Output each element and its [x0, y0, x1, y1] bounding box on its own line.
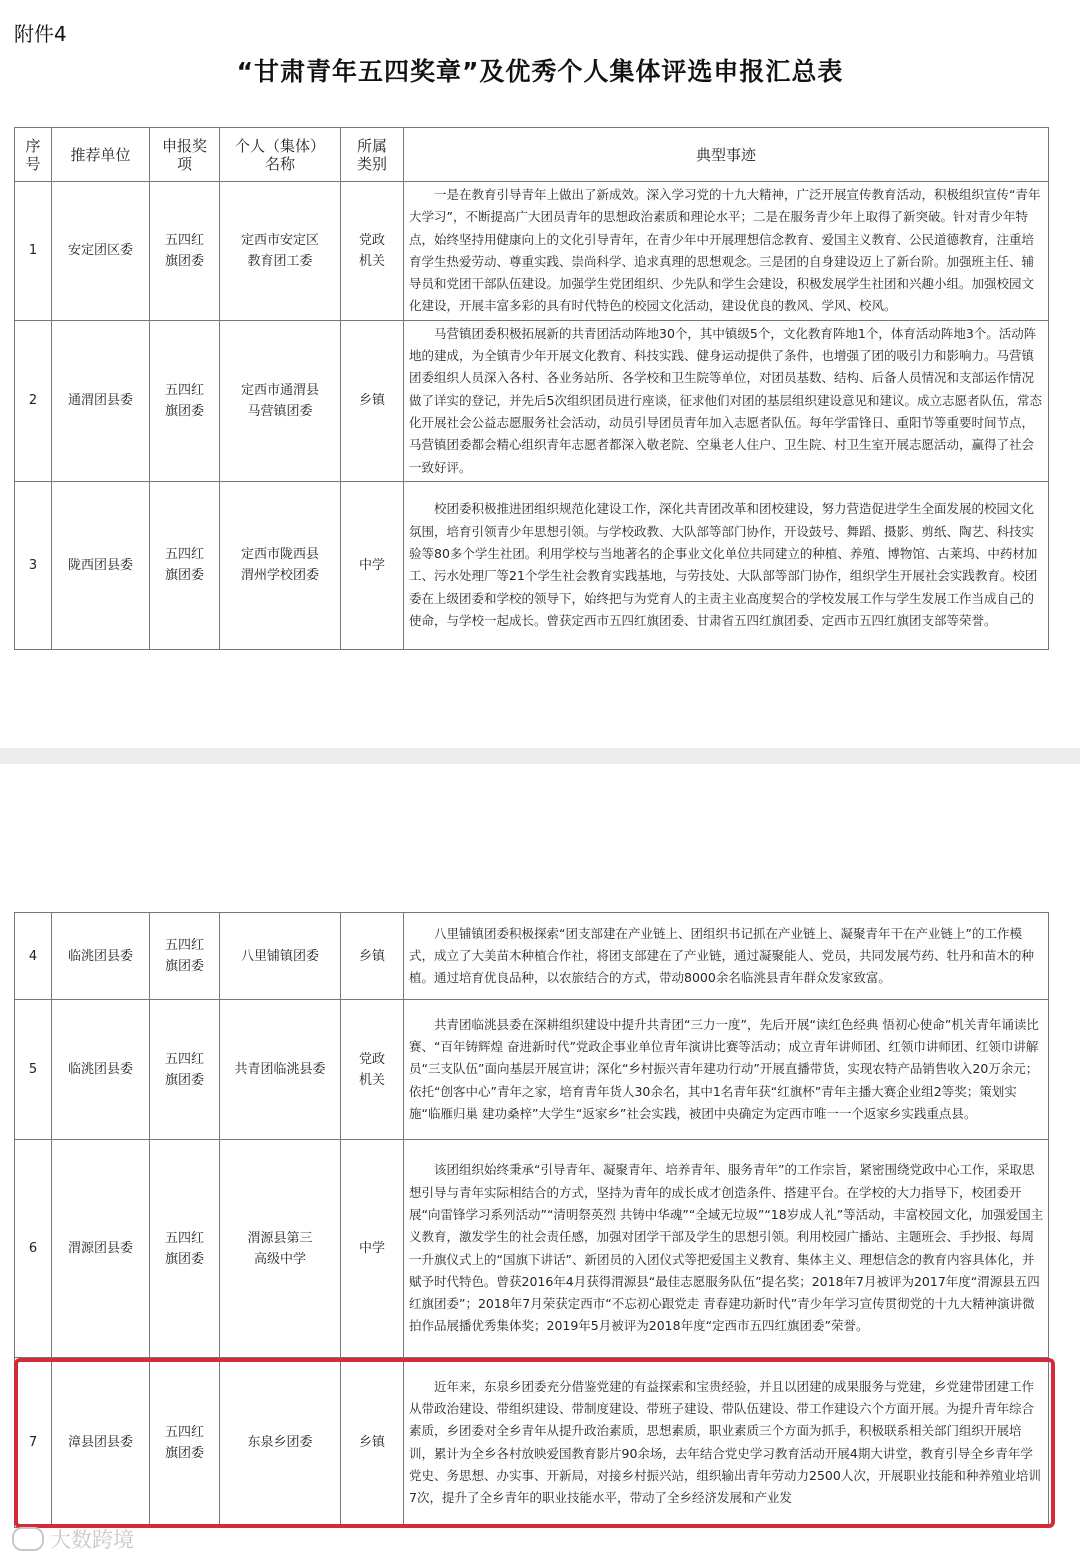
row-award: 五四红旗团委 [150, 182, 220, 321]
highlight-box [14, 1358, 1055, 1528]
header-deeds: 典型事迹 [404, 128, 1049, 182]
table-header-row [15, 128, 1049, 182]
annex-label: 附件4 [14, 22, 67, 46]
row-name: 渭源县第三高级中学 [220, 1140, 341, 1358]
row-deeds: 近年来，东泉乡团委充分借鉴党建的有益探索和宝贵经验，并且以团建的成果服务与党建，乡党建带团建工作从带政治建设、带组织建设、带制度建设、带班子建设、带队伍建设、带工作建设六个方面开展。为提升青年综合素质，乡团委对全乡青年从提升政治素质，思想素质，职业素质三个方面为抓手，积极联系相关部门组织开展培训，累计为全乡各村放映爱国教育影片90余场，去年结合党史学习教育活动开展4期大讲堂，教育引导全乡青年学党史、务思想、办实事、开新局，对接乡村振兴站，组织输出青年劳动力2500人次，开展职业技能和种养殖业培训7次，提升了全乡青年的职业技能水平，带动了全乡经济发展和产业发 [404, 1358, 1049, 1528]
row-category: 乡镇 [341, 1358, 404, 1528]
row-unit: 安定团区委 [52, 182, 150, 321]
watermark-logo-icon [12, 1527, 44, 1551]
table-row [15, 913, 1049, 1000]
row-name: 共青团临洮县委 [220, 1000, 341, 1140]
row-no: 2 [15, 320, 52, 481]
row-category: 党政机关 [341, 1000, 404, 1140]
table-row [15, 481, 1049, 649]
row-unit: 通渭团县委 [52, 320, 150, 481]
row-unit: 漳县团县委 [52, 1358, 150, 1528]
row-award: 五四红旗团委 [150, 320, 220, 481]
row-unit: 临洮团县委 [52, 913, 150, 1000]
row-no: 4 [15, 913, 52, 1000]
row-deeds: 共青团临洮县委在深耕组织建设中提升共青团“三力一度”，先后开展“读红色经典 悟初心使命”机关青年诵读比赛、“百年铸辉煌 奋进新时代”党政企事业单位青年演讲比赛等活动；成立青年讲师团、红领巾讲师团、红领巾讲解员“三支队伍”面向基层开展宣讲；深化“乡村振兴青年建功行动”开展直播带货，实现农特产品销售收入20万余元；依托“创客中心”青年之家，培育青年货人30余名，其中1名青年获“红旗杯”青年主播大赛企业组2等奖；策划实施“临雁归巢 建功桑梓”大学生“返家乡”社会实践，被团中央确定为定西市唯一一个返家乡实践重点县。 [404, 1000, 1049, 1140]
row-award: 五四红旗团委 [150, 1358, 220, 1528]
row-category: 中学 [341, 1140, 404, 1358]
row-name: 定西市通渭县马营镇团委 [220, 320, 341, 481]
row-deeds: 马营镇团委积极拓展新的共青团活动阵地30个，其中镇级5个，文化教育阵地1个，体育活动阵地3个。活动阵地的建成，为全镇青少年开展文化教育、科技实践、健身运动提供了条件，也增强了团的吸引力和影响力。马营镇团委组织人员深入各村、各业务站所、各学校和卫生院等单位，对团员基数、结构、后备人员情况和支部运作情况做了详实的登记，并先后5次组织团员进行座谈，征求他们对团的基层组织建设意见和建议。成立志愿者队伍，常态化开展社会公益志愿服务社会活动，动员引导团员青年加入志愿者队伍。每年学雷锋日、重阳节等重要时间节点，马营镇团委都会精心组织青年志愿者都深入敬老院、空巢老人住户、卫生院、村卫生室开展志愿活动，赢得了社会一致好评。 [404, 320, 1049, 481]
row-unit: 陇西团县委 [52, 481, 150, 649]
row-award: 五四红旗团委 [150, 1140, 220, 1358]
row-category: 党政机关 [341, 182, 404, 321]
watermark-text: 大数跨境 [50, 1528, 134, 1552]
page-title: “甘肃青年五四奖章”及优秀个人集体评选申报汇总表 [236, 57, 844, 86]
row-deeds: 八里铺镇团委积极探索“团支部建在产业链上、团组织书记抓在产业链上、凝聚青年干在产业链上”的工作模式，成立了大美苗木种植合作社，将团支部建在了产业链，通过凝聚能人、党员，共同发展芍药、牡丹和苗木的种植。通过培育优良品种，以农旅结合的方式，带动8000余名临洮县青年群众发家致富。 [404, 913, 1049, 1000]
row-award: 五四红旗团委 [150, 481, 220, 649]
table-row [15, 1000, 1049, 1140]
row-category: 乡镇 [341, 913, 404, 1000]
row-unit: 临洮团县委 [52, 1000, 150, 1140]
table-row [15, 1140, 1049, 1358]
header-unit: 推荐单位 [52, 128, 150, 182]
row-award: 五四红旗团委 [150, 1000, 220, 1140]
header-award: 申报奖项 [150, 128, 220, 182]
summary-table-part-1 [14, 127, 1049, 650]
row-category: 中学 [341, 481, 404, 649]
row-deeds: 该团组织始终秉承“引导青年、凝聚青年、培养青年、服务青年”的工作宗旨，紧密围绕党政中心工作，采取思想引导与青年实际相结合的方式，坚持为青年的成长成才创造条件、搭建平台。在学校的大力指导下，校团委开展“向雷锋学习系列活动”“清明祭英烈 共铸中华魂”“全域无垃圾”“18岁成人礼”等活动，丰富校园文化，加强爱国主义教育，激发学生的社会责任感，加强对团学干部及学生的思想引领。利用校园广播站、主题班会、手抄报、每周一升旗仪式上的“国旗下讲话”、新团员的入团仪式等把爱国主义教育、集体主义、理想信念的教育内容具体化，并赋予时代特色。曾获2016年4月获得渭源县“最佳志愿服务队伍”提名奖；2018年7月被评为2017年度“渭源县五四红旗团委”；2018年7月荣获定西市“不忘初心跟党走 青春建功新时代”青少年学习宣传贯彻党的十九大精神演讲微拍作品展播优秀集体奖；2019年5月被评为2018年度“定西市五四红旗团委”荣誉。 [404, 1140, 1049, 1358]
header-category: 所属类别 [341, 128, 404, 182]
row-name: 八里铺镇团委 [220, 913, 341, 1000]
row-name: 定西市安定区教育团工委 [220, 182, 341, 321]
header-name: 个人（集体）名称 [220, 128, 341, 182]
row-unit: 渭源团县委 [52, 1140, 150, 1358]
table-row [15, 182, 1049, 321]
row-no: 7 [15, 1358, 52, 1528]
row-name: 定西市陇西县渭州学校团委 [220, 481, 341, 649]
row-category: 乡镇 [341, 320, 404, 481]
page-gap [0, 748, 1080, 764]
row-deeds: 校团委积极推进团组织规范化建设工作，深化共青团改革和团校建设，努力营造促进学生全面发展的校园文化氛围，培育引领青少年思想引领。与学校政教、大队部等部门协作，开设鼓号、舞蹈、摄影、剪纸、陶艺、科技实验等80多个学生社团。利用学校与当地著名的企事业文化单位共同建立的种植、养殖、博物馆、古莱坞、中药材加工、污水处理厂等21个学生社会教育实践基地，与劳技处、大队部等部门协作，组织学生开展社会实践教育。校团委在上级团委和学校的领导下，始终把与为党育人的主责主业高度契合的学校发展工作与学生发展工作当成自己的使命，与学校一起成长。曾获定西市五四红旗团委、甘肃省五四红旗团委、定西市五四红旗团支部等荣誉。 [404, 481, 1049, 649]
header-no: 序号 [15, 128, 52, 182]
row-no: 3 [15, 481, 52, 649]
row-name: 东泉乡团委 [220, 1358, 341, 1528]
row-deeds: 一是在教育引导青年上做出了新成效。深入学习党的十九大精神，广泛开展宣传教育活动，积极组织宣传“青年大学习”，不断提高广大团员青年的思想政治素质和理论水平；二是在服务青少年上取得了新突破。针对青少年特点，始终坚持用健康向上的文化引导青年，在青少年中开展理想信念教育、爱国主义教育、公民道德教育，注重培育学生热爱劳动、尊重实践、崇尚科学、追求真理的思想观念。三是团的自身建设迈上了新台阶。加强班主任、辅导员和党团干部队伍建设。加强学生党团组织、少先队和学生会建设，积极发展学生社团和兴趣小组。加强校园文化建设，开展丰富多彩的具有时代特色的校园文化活动，建设优良的教风、学风、校风。 [404, 182, 1049, 321]
row-no: 5 [15, 1000, 52, 1140]
watermark [12, 1524, 134, 1554]
row-no: 1 [15, 182, 52, 321]
row-award: 五四红旗团委 [150, 913, 220, 1000]
row-no: 6 [15, 1140, 52, 1358]
table-row [15, 320, 1049, 481]
